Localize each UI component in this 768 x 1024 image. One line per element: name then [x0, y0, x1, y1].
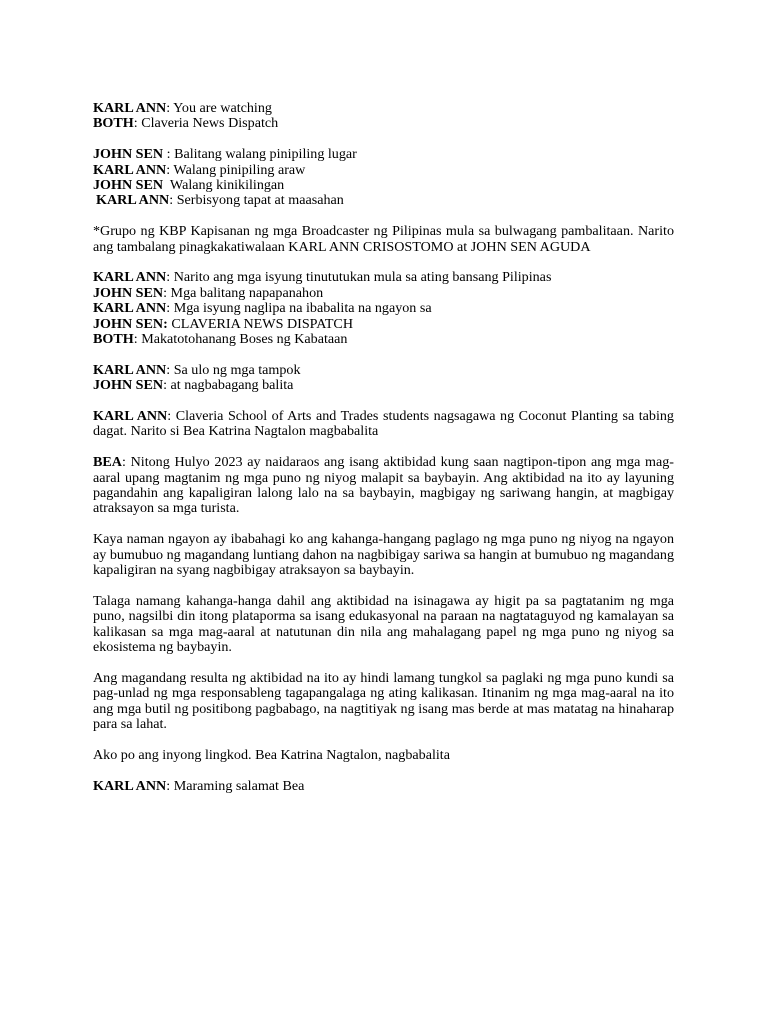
- script-line: KARL ANN: You are watching: [93, 100, 272, 116]
- intro-block: [93, 101, 674, 132]
- line-text: Serbisyong tapat at maasahan: [176, 192, 344, 209]
- script-line: [93, 317, 674, 332]
- speaker-label: KARL ANN: [93, 408, 168, 425]
- line-text: Walang pinipiling araw: [173, 161, 306, 178]
- script-line: KARL ANN: Narito ang mga isyung tinututukan mula sa ating bansang Pilipinas: [93, 269, 552, 286]
- script-line: BOTH: Claveria News Dispatch: [93, 115, 279, 132]
- line-text: Sa ulo ng mga tampok: [173, 361, 301, 378]
- line-text: Claveria News Dispatch: [141, 115, 279, 132]
- line-text: CLAVERIA NEWS DISPATCH: [171, 315, 354, 332]
- script-paragraph: BEA: Nitong Hulyo 2023 ay naidaraos ang isang aktibidad kung saan nagtipon-tipon ang mga mag-aaral upang magtanim ng mga puno ng niyog malapit sa baybayin. Ang aktibidad na ito ay layuning pagandahin ang kapaligiran lalong lalo na sa baybayin, magbigay ng sariwang hangin, at magbigay atraksayon sa mga turista.: [93, 454, 674, 517]
- closing-block: [93, 779, 674, 794]
- line-text: at nagbabagang balita: [170, 377, 294, 394]
- speaker-label: BOTH: [93, 115, 134, 132]
- line-text: Narito ang mga isyung tinututukan mula sa ating bansang Pilipinas: [173, 269, 552, 286]
- script-line: [93, 178, 674, 193]
- paragraph-text: Nitong Hulyo 2023 ay naidaraos ang isang aktibidad kung saan nagtipon-tipon ang mga mag-aaral upang magtanim ng mga puno ng niyog malapit sa baybayin. Ang aktibidad na ito ay layuning pagandahin ang kapaligiran lalong lalo na sa baybayin, magbigay ng sariwang hangin, at magbigay atraksayon sa mga turista.: [93, 454, 674, 517]
- script-line: KARL ANN: Mga isyung naglipa na ibabalita na ngayon sa: [93, 300, 432, 317]
- line-text: Walang kinikilingan: [169, 177, 285, 194]
- script-line: KARL ANN: Walang pinipiling araw: [93, 161, 306, 178]
- paragraph-text: Claveria School of Arts and Trades students nagsagawa ng Coconut Planting sa tabing dagat. Narito si Bea Katrina Nagtalon magbabalita: [93, 408, 674, 440]
- speaker-label: JOHN SEN: [93, 146, 164, 163]
- speaker-label: JOHN SEN: [93, 377, 164, 394]
- script-line: KARL ANN: Sa ulo ng mga tampok: [93, 361, 301, 378]
- speaker-label: KARL ANN: [96, 192, 170, 209]
- speaker-label: JOHN SEN:: [93, 315, 168, 332]
- script-line: KARL ANN: Maraming salamat Bea: [93, 777, 305, 794]
- speaker-label: KARL ANN: [93, 777, 167, 794]
- speaker-label: BOTH: [93, 331, 134, 348]
- script-document: [93, 101, 674, 810]
- report-paragraph: Kaya naman ngayon ay ibabahagi ko ang kahanga-hangang paglago ng mga puno ng niyog na ngayon ay bumubuo ng magandang luntiang dahon na nagbibigay sariwa sa hangin at bumubuo ng magandang kapaligiran na syang nagbibigay atraksayon sa baybayin.: [93, 531, 674, 579]
- script-line: JOHN SEN: at nagbabagang balita: [93, 377, 294, 394]
- speaker-label: JOHN SEN: [93, 177, 164, 194]
- headlines-block: [93, 363, 674, 394]
- report-paragraph-block: [93, 594, 674, 656]
- opening-block: [93, 270, 674, 347]
- line-text: Maraming salamat Bea: [173, 777, 305, 794]
- report-paragraph-block: [93, 671, 674, 733]
- speaker-label: KARL ANN: [93, 269, 167, 286]
- line-text: Makatotohanang Boses ng Kabataan: [141, 331, 348, 348]
- speaker-label: KARL ANN: [93, 361, 167, 378]
- line-text: Mga isyung naglipa na ibabalita na ngayon sa: [173, 300, 432, 317]
- script-line: JOHN SEN: Mga balitang napapanahon: [93, 284, 324, 301]
- script-line: KARL ANN: Serbisyong tapat at maasahan: [96, 192, 344, 209]
- report-signoff-block: [93, 748, 674, 763]
- speaker-label: KARL ANN: [93, 100, 167, 116]
- report-paragraph: Ang magandang resulta ng aktibidad na ito ay hindi lamang tungkol sa paglaki ng mga puno kundi sa pag-unlad ng mga responsableng tagapangalaga ng ating kalikasan. Itinanim ng mga mag-aaral na ito ang mga butil ng positibong pagbabago, na nagtitiyak ng isang mas berde at mas matatag na hinaharap para sa lahat.: [93, 669, 674, 733]
- report-paragraph: Talaga namang kahanga-hanga dahil ang aktibidad na isinagawa ay higit pa sa pagtatanim ng mga puno, nagsilbi din itong plataporma sa isang edukasyonal na paraan na nagtataguyod ng kamalayan sa kalikasan sa mga mag-aaral at natutunan din nila ang mahalagang papel ng mga puno ng niyog sa ekosistema ng baybayin.: [93, 592, 674, 656]
- story-intro-block: [93, 409, 674, 440]
- report-signoff: Ako po ang inyong lingkod. Bea Katrina Nagtalon, nagbabalita: [93, 746, 450, 763]
- note-block: [93, 224, 674, 255]
- speaker-label: KARL ANN: [93, 161, 167, 178]
- script-paragraph: KARL ANN: Claveria School of Arts and Trades students nagsagawa ng Coconut Planting sa tabing dagat. Narito si Bea Katrina Nagtalon magbabalita: [93, 408, 674, 440]
- script-line: JOHN SEN : Balitang walang pinipiling lugar: [93, 146, 357, 163]
- speaker-label: BEA: [93, 454, 122, 471]
- script-line: BOTH: Makatotohanang Boses ng Kabataan: [93, 331, 348, 348]
- speaker-label: KARL ANN: [93, 300, 167, 317]
- line-text: You are watching: [173, 100, 272, 116]
- line-text: Balitang walang pinipiling lugar: [174, 146, 357, 163]
- line-text: Mga balitang napapanahon: [170, 284, 324, 301]
- report-first-block: [93, 455, 674, 517]
- report-paragraph-block: [93, 532, 674, 578]
- speaker-label: JOHN SEN: [93, 284, 164, 301]
- production-note: *Grupo ng KBP Kapisanan ng mga Broadcaster ng Pilipinas mula sa bulwagang pambalitaan. Narito ang tambalang pinagkakatiwalaan KARL ANN CRISOSTOMO at JOHN SEN AGUDA: [93, 223, 674, 255]
- slogan-block: [93, 147, 674, 209]
